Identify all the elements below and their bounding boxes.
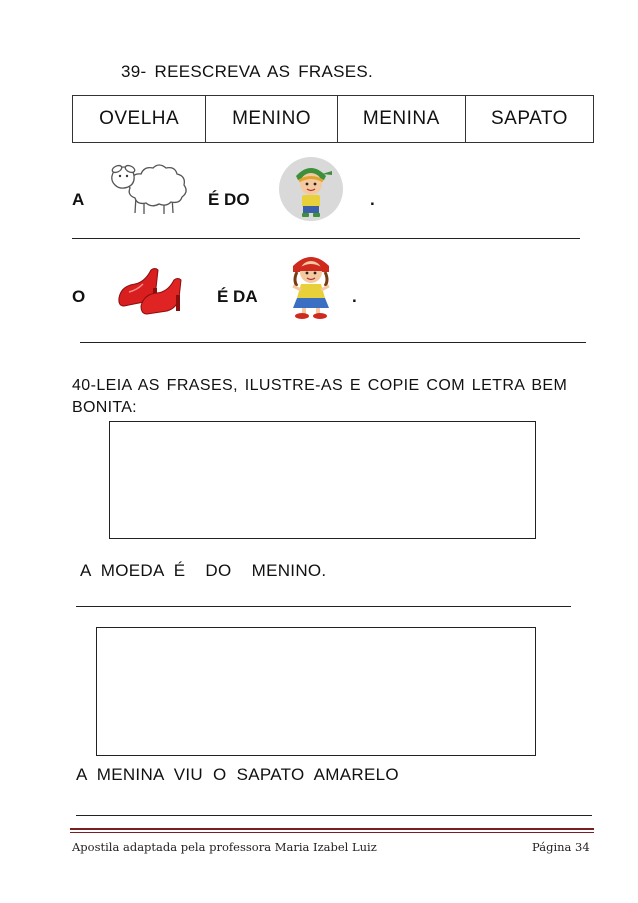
exercise-39-title: 39- REESCREVA AS FRASES. <box>121 62 374 81</box>
footer-credit: Apostila adaptada pela professora Maria Izabel Luiz <box>72 840 377 854</box>
answer-line-3 <box>76 606 571 607</box>
drawing-box-2[interactable] <box>96 627 536 756</box>
sentence2-article: O <box>72 287 86 306</box>
sentence1-end: . <box>370 190 375 209</box>
sheep-icon <box>108 160 190 216</box>
sentence2-verb: É DA <box>217 287 258 306</box>
word-menino: MENINO <box>206 96 338 143</box>
answer-line-1 <box>72 238 580 239</box>
footer-divider <box>70 828 594 830</box>
footer-divider-thin <box>70 832 594 833</box>
exercise-40-sentence2: A MENINA VIU O SAPATO AMARELO <box>76 765 399 784</box>
exercise-40-instruction-line1: 40-LEIA AS FRASES, ILUSTRE-AS E COPIE COM LETRA BEM <box>72 377 568 394</box>
girl-icon <box>283 252 339 322</box>
answer-line-2 <box>80 342 586 343</box>
word-menina: MENINA <box>337 96 465 143</box>
answer-line-4 <box>76 815 592 816</box>
word-ovelha: OVELHA <box>73 96 206 143</box>
sentence1-article: A <box>72 190 85 209</box>
page-number: Página 34 <box>532 840 590 854</box>
drawing-box-1[interactable] <box>109 421 536 539</box>
red-shoes-icon <box>115 262 185 312</box>
boy-icon <box>278 156 344 222</box>
sentence2-end: . <box>352 287 357 306</box>
word-sapato: SAPATO <box>465 96 593 143</box>
sentence1-verb: É DO <box>208 190 250 209</box>
exercise-40-sentence1: A MOEDA É DO MENINO. <box>80 561 327 580</box>
word-bank-table <box>72 95 594 143</box>
exercise-40-instruction-line2: BONITA: <box>72 399 137 416</box>
